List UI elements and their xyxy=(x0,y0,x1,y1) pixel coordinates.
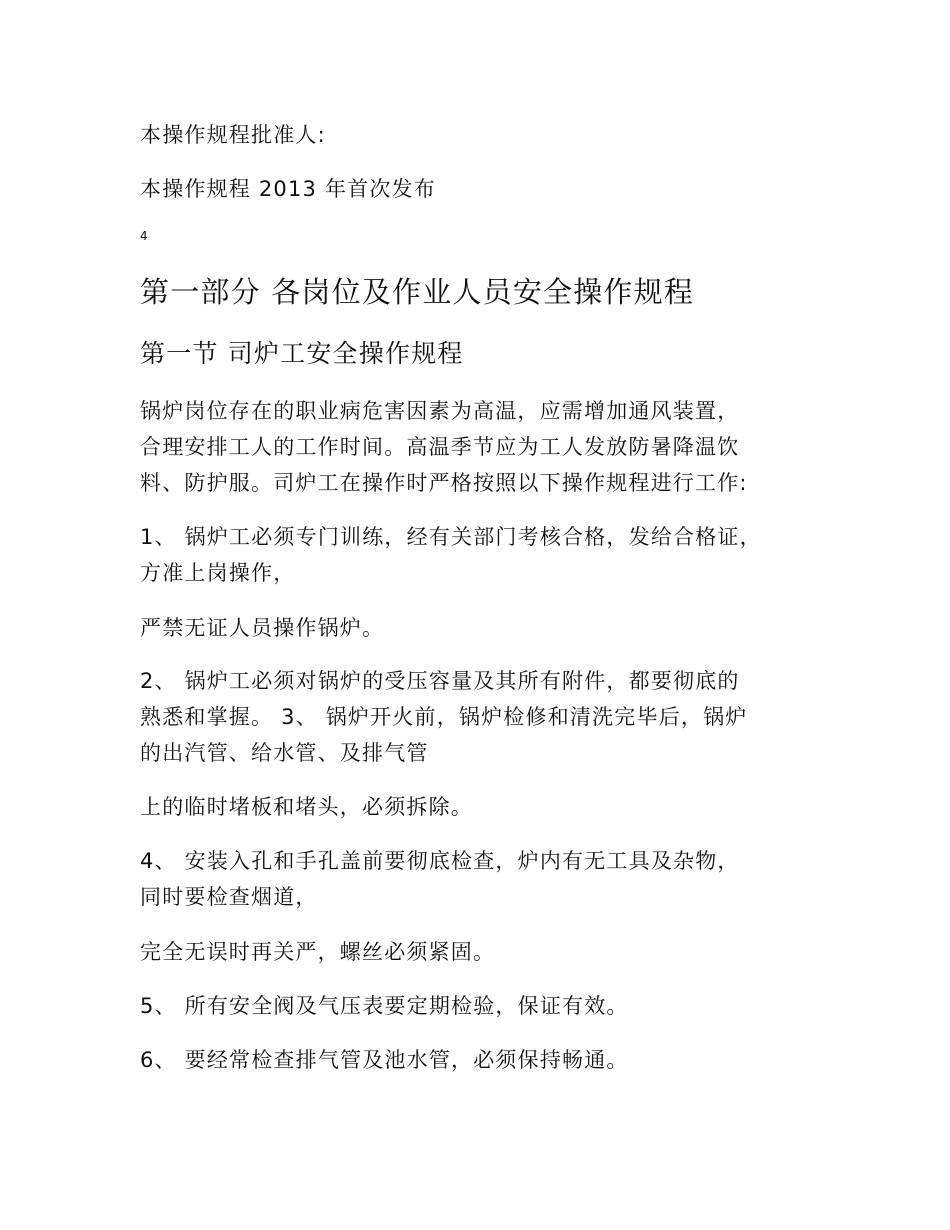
item-4-continuation: 完全无误时再关严，螺丝必须紧固。 xyxy=(140,940,496,964)
intro-line: 料、防护服。司炉工在操作时严格按照以下操作规程进行工作: xyxy=(140,471,748,495)
release-line: 本操作规程 2013 年首次发布 xyxy=(140,177,436,201)
item-1-line: 方准上岗操作， xyxy=(140,561,296,585)
item-4-line: 4、 安装入孔和手孔盖前要彻底检查，炉内有无工具及杂物， xyxy=(140,849,740,873)
item-2-line: 2、 锅炉工必须对锅炉的受压容量及其所有附件，都要彻底的 xyxy=(140,669,740,693)
intro-line: 锅炉岗位存在的职业病危害因素为高温，应需增加通风装置， xyxy=(140,399,740,423)
item-6: 6、 要经常检查排气管及池水管，必须保持畅通。 xyxy=(140,1048,629,1072)
page-number: 4 xyxy=(140,229,148,243)
item-2 xyxy=(140,663,830,771)
item-5: 5、 所有安全阀及气压表要定期检验，保证有效。 xyxy=(140,994,629,1018)
item-4-line: 同时要检查烟道， xyxy=(140,885,318,909)
approver-line: 本操作规程批准人: xyxy=(140,123,326,147)
item-2-line: 熟悉和掌握。 3、 锅炉开火前，锅炉检修和清洗完毕后，锅炉 xyxy=(140,705,748,729)
intro-paragraph xyxy=(140,393,830,501)
section-title: 第一节 司炉工安全操作规程 xyxy=(140,339,464,368)
item-3-continuation: 上的临时堵板和堵头，必须拆除。 xyxy=(140,795,473,819)
item-1 xyxy=(140,519,830,591)
item-1-continuation: 严禁无证人员操作锅炉。 xyxy=(140,616,385,640)
item-1-line: 1、 锅炉工必须专门训练，经有关部门考核合格，发给合格证， xyxy=(140,525,762,549)
intro-line: 合理安排工人的工作时间。高温季节应为工人发放防暑降温饮 xyxy=(140,435,740,459)
item-4 xyxy=(140,843,830,915)
item-2-line: 的出汽管、给水管、及排气管 xyxy=(140,741,429,765)
part-title: 第一部分 各岗位及作业人员安全操作规程 xyxy=(140,275,695,309)
